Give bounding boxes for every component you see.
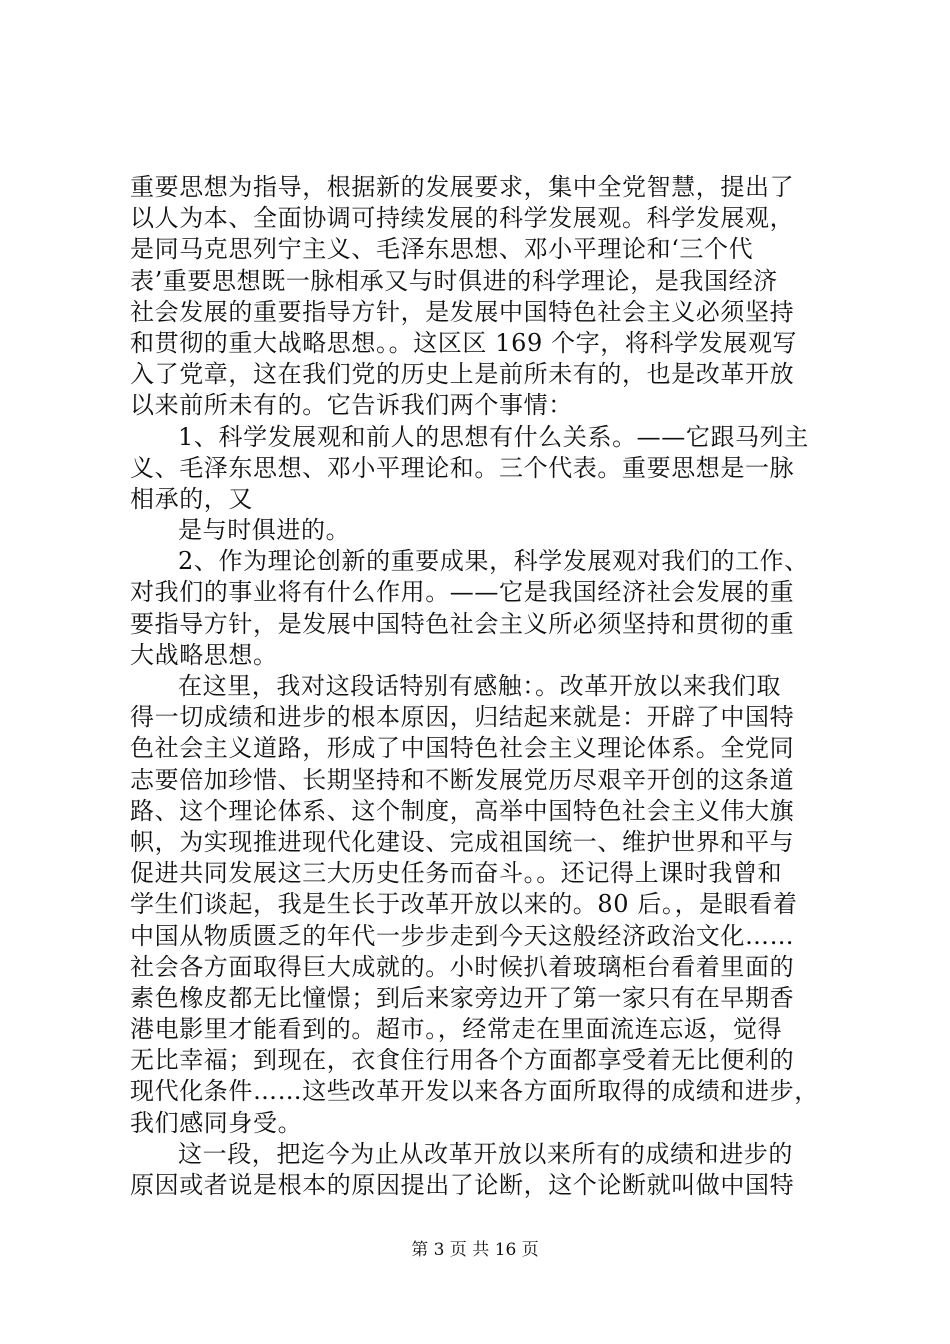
text-line: 我们感同身受。 [130,1108,303,1137]
text-line: 学生们谈起，我是生长于改革开放以来的。80 后。，是眼看着 [130,890,798,919]
text-line: 志要倍加珍惜、长期坚持和不断发展党历尽艰辛开创的这条道 [130,765,795,794]
text-line: 帜，为实现推进现代化建设、完成祖国统一、维护世界和平与 [130,827,795,856]
text-line: 港电影里才能看到的。超市。，经常走在里面流连忘返，觉得 [130,1015,783,1044]
text-line: 无比幸福；到现在，衣食住行用各个方面都享受着无比便利的 [130,1046,795,1075]
text-line: 是同马克思列宁主义、毛泽东思想、邓小平理论和‘三个代 [130,235,754,264]
text-line: 现代化条件……这些改革开发以来各方面所取得的成绩和进步， [130,1077,819,1106]
text-line: 在这里，我对这段话特别有感触：。改革开放以来我们取 [178,672,781,700]
text-line: 义、毛泽东思想、邓小平理论和。三个代表。重要思想是一脉 [130,453,795,482]
body-text [130,172,830,1201]
text-line: 大战略思想。 [130,640,278,669]
text-line: 入了党章，这在我们党的历史上是前所未有的，也是改革开放 [130,360,795,389]
text-line: 要指导方针，是发展中国特色社会主义所必须坚持和贯彻的重 [130,609,795,638]
text-line: 以人为本、全面协调可持续发展的科学发展观。科学发展观， [130,204,795,233]
text-line: 对我们的事业将有什么作用。——它是我国经济社会发展的重 [130,578,795,607]
text-line: 以来前所未有的。它告诉我们两个事情： [130,391,573,420]
text-line: 相承的，又 [130,484,253,513]
text-line: 和贯彻的重大战略思想。。这区区 169 个字，将科学发展观写 [130,328,798,357]
text-line: 这一段，把迄今为止从改革开放以来所有的成绩和进步的 [178,1139,793,1168]
text-line: 是与时俱进的。 [178,516,351,545]
page-number-footer: 第 3 页 共 16 页 [411,1240,539,1260]
text-line: 2、作为理论创新的重要成果，科学发展观对我们的工作、 [178,547,809,576]
text-line: 表’重要思想既一脉相承又与时俱进的科学理论，是我国经济 [130,266,778,295]
text-line: 素色橡皮都无比憧憬；到后来家旁边开了第一家只有在早期香 [130,983,795,1012]
text-line: 色社会主义道路，形成了中国特色社会主义理论体系。全党同 [130,734,795,763]
text-line: 社会各方面取得巨大成就的。小时候扒着玻璃柜台看着里面的 [130,952,795,981]
text-line: 促进共同发展这三大历史任务而奋斗。。还记得上课时我曾和 [130,859,783,888]
text-line: 中国从物质匮乏的年代一步步走到今天这般经济政治文化…… [130,921,795,950]
text-line: 1、科学发展观和前人的思想有什么关系。——它跟马列主 [178,422,809,451]
text-line: 重要思想为指导，根据新的发展要求，集中全党智慧，提出了 [130,173,795,201]
text-line: 原因或者说是根本的原因提出了论断，这个论断就叫做中国特 [130,1171,795,1199]
text-line: 得一切成绩和进步的根本原因，归结起来就是：开辟了中国特 [130,703,795,732]
text-line: 社会发展的重要指导方针，是发展中国特色社会主义必须坚持 [130,297,795,326]
text-line: 路、这个理论体系、这个制度，高举中国特色社会主义伟大旗 [130,796,795,825]
